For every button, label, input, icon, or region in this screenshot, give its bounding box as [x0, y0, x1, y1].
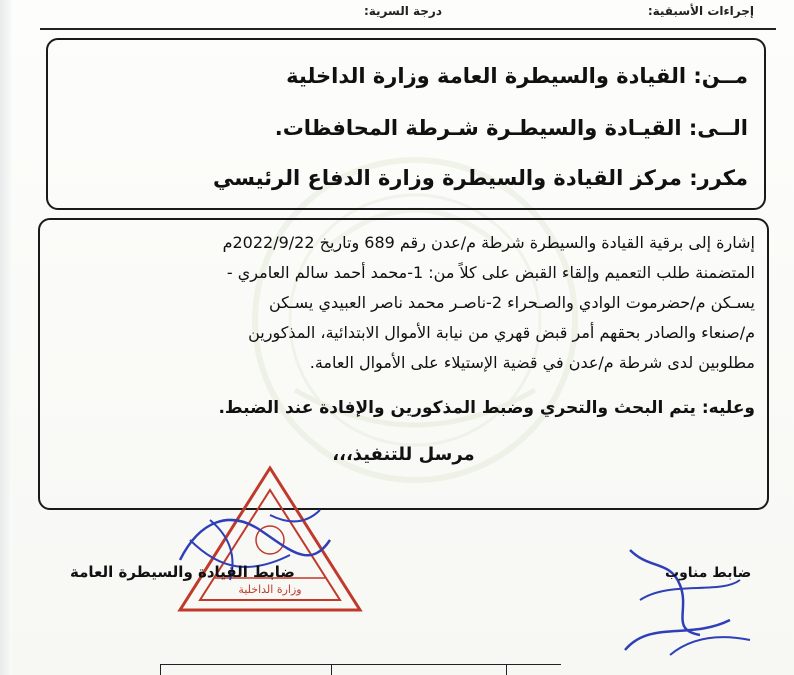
to-line: الــى: القيـادة والسيطـرة شـرطة المحافظات.: [274, 116, 748, 140]
message-line-5: مطلوبين لدى شرطة م/عدن في قضية الإستيلاء على الأموال العامة.: [309, 353, 755, 372]
cc-line: مكرر: مركز القيادة والسيطرة وزارة الدفاع الرئيسي: [212, 166, 748, 190]
message-line-2: المتضمنة طلب التعميم وإلقاء القبض على كلاً من: 1-محمد أحمد سالم العامري -: [226, 263, 755, 282]
message-line-3: يسـكن م/حضرموت الوادي والصـحراء 2-ناصـر محمد ناصر العبيدي يسـكن: [268, 293, 755, 312]
message-paragraph: [52, 228, 755, 378]
scan-edge: [0, 0, 12, 675]
order-line: وعليه: يتم البحث والتحري وضبط المذكورين والإفادة عند الضبط.: [218, 398, 755, 418]
general-officer-signature-label: ضابط القيادة والسيطرة العامة: [70, 563, 295, 581]
table-divider: [506, 665, 507, 675]
duty-officer-signature-label: ضابط مناوب: [665, 565, 752, 581]
address-box: [46, 38, 766, 210]
message-line-4: م/صنعاء والصادر بحقهم أمر قبض قهري من نيابة الأموال الابتدائية، المذكورين: [248, 323, 755, 342]
send-for-execution: مرسل للتنفيذ،،،: [332, 444, 475, 465]
signature-scribble-right: [610, 540, 760, 665]
from-line: مــن: القيادة والسيطرة العامة وزارة الداخلية: [286, 64, 748, 88]
secrecy-label: درجة السرية:: [363, 4, 442, 18]
bottom-table-edge: [160, 664, 561, 675]
table-divider: [331, 665, 332, 675]
message-line-1: إشارة إلى برقية القيادة والسيطرة شرطة م/عدن رقم 689 وتاريخ 2022/9/22م: [222, 233, 755, 252]
procedures-label: إجراءات الأسبقية:: [647, 4, 754, 18]
message-box: [38, 218, 769, 510]
stamp-text: وزارة الداخلية: [238, 583, 302, 596]
